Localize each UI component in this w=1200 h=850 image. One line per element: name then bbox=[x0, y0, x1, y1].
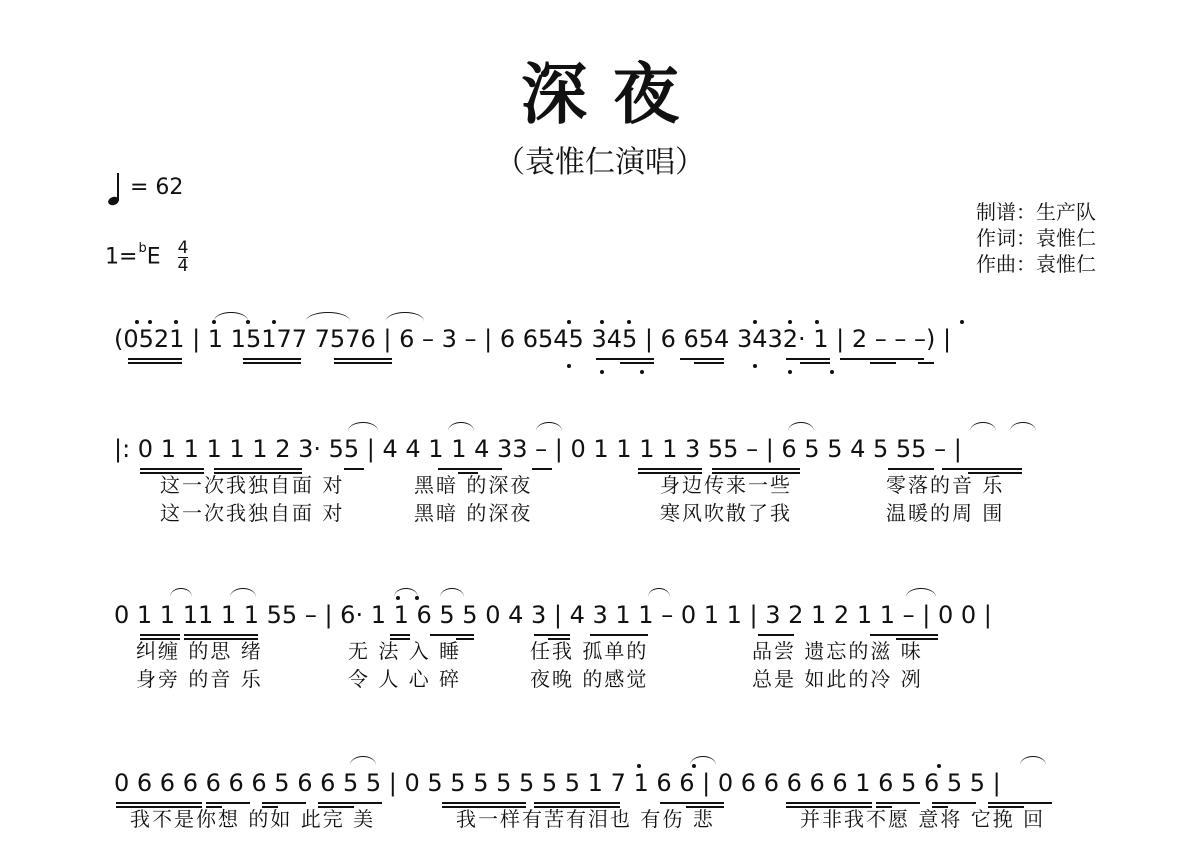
lyric-3a-3: 任我 孤单的 bbox=[530, 639, 649, 663]
lyric-2a-3: 身边传来一些 bbox=[660, 473, 792, 497]
lyric-2b-2: 黑暗 的深夜 bbox=[414, 501, 533, 525]
notation-line-2: |: 0 1 1 1 1 1 2 3· 55 | 4 4 1 1 4 33 – | 0 1 1 1 1 3 55 – | 6 5 5 4 5 55 – | bbox=[114, 435, 962, 463]
quarter-note-icon bbox=[108, 171, 122, 205]
key-prefix: 1= bbox=[105, 244, 138, 270]
time-signature bbox=[178, 240, 189, 275]
credits bbox=[976, 199, 1096, 277]
tempo-value: = 62 bbox=[130, 175, 184, 200]
lyric-2b-3: 寒风吹散了我 bbox=[660, 501, 792, 525]
notation-line-1: (0521 | 1 15177 7576 | 6 – 3 – | 6 6545 345 | 6 654 3432· 1 | 2 – – –) | bbox=[114, 325, 952, 353]
song-subtitle: （袁惟仁演唱） bbox=[495, 145, 705, 180]
lyric-3b-4: 总是 如此的冷 冽 bbox=[752, 667, 923, 691]
lyric-4-2: 我一样有苦有泪也 有伤 悲 bbox=[456, 807, 715, 831]
lyric-3a-2: 无 法 入 睡 bbox=[348, 639, 462, 663]
time-top: 4 bbox=[177, 238, 189, 258]
lyric-3a-4: 品尝 遗忘的滋 味 bbox=[752, 639, 923, 663]
lyric-4-3: 并非我不愿 意将 它挽 回 bbox=[800, 807, 1046, 831]
notation-line-4: 0 6 6 6 6 6 6 5 6 6 5 5 | 0 5 5 5 5 5 5 5 1 7 1 6 6 | 0 6 6 6 6 6 1 6 5 6 5 5 | bbox=[114, 769, 1001, 797]
credit-composer: 作曲：袁惟仁 bbox=[976, 252, 1096, 276]
lyric-3b-3: 夜晚 的感觉 bbox=[530, 667, 649, 691]
song-title: 深夜 bbox=[521, 56, 705, 133]
lyric-4-1: 我不是你想 的如 此完 美 bbox=[130, 807, 376, 831]
credit-transcriber: 制谱：生产队 bbox=[976, 200, 1096, 224]
notation-line-3: 0 1 1 11 1 1 55 – | 6· 1 1 6 5 5 0 4 3 | 4 3 1 1 – 0 1 1 | 3 2 1 2 1 1 – | 0 0 | bbox=[114, 601, 992, 629]
tempo-marking bbox=[108, 168, 183, 208]
time-bottom: 4 bbox=[177, 256, 189, 276]
lyric-2b-4: 温暖的周 围 bbox=[886, 501, 1005, 525]
lyric-3b-2: 令 人 心 碎 bbox=[348, 667, 462, 691]
key-signature bbox=[105, 240, 188, 276]
key-letter: E bbox=[146, 244, 161, 270]
lyric-3a-1: 纠缠 的思 绪 bbox=[136, 639, 263, 663]
lyric-2a-4: 零落的音 乐 bbox=[886, 473, 1005, 497]
lyric-2b-1: 这一次我独自面 对 bbox=[160, 501, 345, 525]
credit-lyricist: 作词：袁惟仁 bbox=[976, 226, 1096, 250]
lyric-3b-1: 身旁 的音 乐 bbox=[136, 667, 263, 691]
flat-sign: b bbox=[138, 240, 147, 256]
lyric-2a-1: 这一次我独自面 对 bbox=[160, 473, 345, 497]
lyric-2a-2: 黑暗 的深夜 bbox=[414, 473, 533, 497]
